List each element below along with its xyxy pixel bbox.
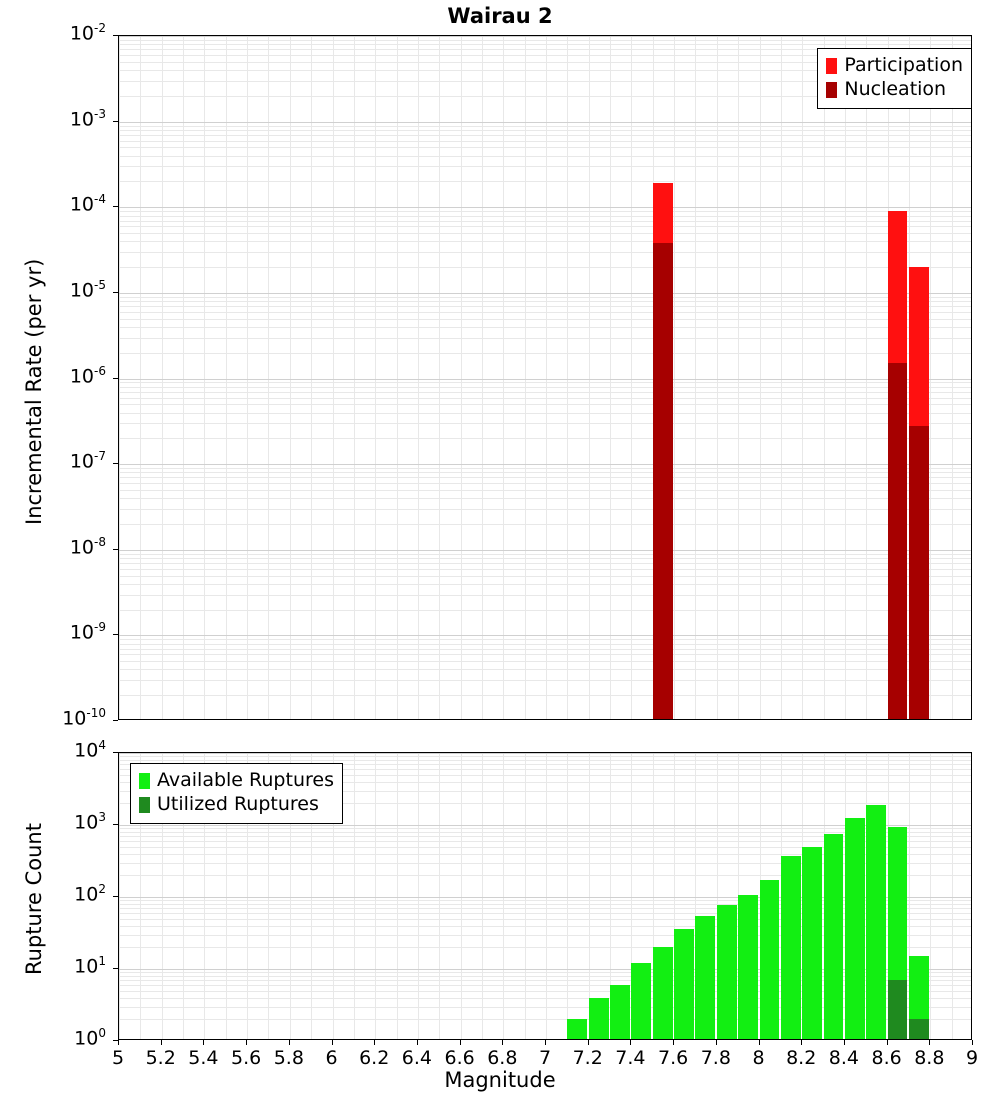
x-axis-tick-mark — [118, 1040, 119, 1045]
x-axis-tick-label: 7 — [538, 1047, 552, 1069]
bars-top — [119, 36, 971, 719]
bar — [866, 805, 886, 1040]
legend-bottom — [130, 763, 343, 824]
x-axis-tick-label: 8.8 — [914, 1047, 945, 1069]
y-axis-tick-mark — [113, 549, 118, 550]
x-axis-tick-label: 8.4 — [828, 1047, 859, 1069]
x-axis-tick-mark — [588, 1040, 589, 1045]
bar — [909, 1019, 929, 1040]
x-axis-tick-mark — [161, 1040, 162, 1045]
bar — [653, 243, 673, 720]
x-axis-tick-mark — [630, 1040, 631, 1045]
x-axis-tick-label: 5 — [111, 1047, 125, 1069]
y-axis-tick-mark — [113, 896, 118, 897]
x-axis-tick-mark — [246, 1040, 247, 1045]
bar — [760, 880, 780, 1040]
x-axis-tick-label: 5.4 — [188, 1047, 219, 1069]
x-axis-tick-mark — [801, 1040, 802, 1045]
y-axis-title-bottom: Rupture Count — [22, 823, 46, 975]
y-axis-tick-label: $10^{-10}$ — [62, 706, 106, 730]
x-axis-tick-mark — [545, 1040, 546, 1045]
bar — [888, 363, 908, 720]
y-axis-tick-label: $10^2$ — [74, 882, 106, 906]
participation-swatch-icon — [826, 58, 837, 74]
bar — [824, 834, 844, 1040]
x-axis-tick-mark — [759, 1040, 760, 1045]
x-axis-tick-label: 7.6 — [657, 1047, 689, 1069]
page-title: Wairau 2 — [447, 4, 553, 28]
y-axis-tick-label: $10^1$ — [74, 954, 106, 978]
bar — [589, 998, 609, 1040]
legend-label: Participation — [844, 54, 963, 76]
legend-item-participation — [826, 54, 963, 78]
bar — [695, 916, 715, 1040]
legend-item-available-ruptures — [139, 769, 334, 793]
bar — [567, 1019, 587, 1040]
legend-item-utilized-ruptures — [139, 793, 334, 817]
y-axis-tick-label: $10^{-8}$ — [69, 534, 106, 559]
y-axis-tick-mark — [113, 720, 118, 721]
x-axis-tick-mark — [887, 1040, 888, 1045]
y-axis-tick-label: $10^{-4}$ — [69, 192, 106, 216]
x-axis-tick-label: 8 — [752, 1047, 765, 1069]
x-axis-tick-label: 6.4 — [401, 1047, 432, 1069]
y-axis-tick-label: $10^{-3}$ — [69, 106, 106, 130]
y-axis-tick-mark — [113, 968, 118, 969]
available-swatch-icon — [139, 773, 150, 789]
y-axis-tick-label: $10^0$ — [74, 1026, 106, 1050]
legend-top — [817, 48, 972, 109]
y-axis-tick-label: $10^{-7}$ — [69, 449, 106, 473]
y-axis-tick-mark — [113, 206, 118, 207]
x-axis-tick-mark — [374, 1040, 375, 1045]
x-axis-tick-mark — [502, 1040, 503, 1045]
nucleation-swatch-icon — [826, 82, 837, 98]
bar — [888, 980, 908, 1040]
legend-label: Utilized Ruptures — [157, 792, 319, 815]
x-axis-tick-mark — [844, 1040, 845, 1045]
x-axis-tick-label: 5.2 — [145, 1047, 176, 1069]
x-axis-tick-mark — [929, 1040, 930, 1045]
incremental-rate-plot — [118, 35, 972, 720]
y-axis-title-top: Incremental Rate (per yr) — [22, 258, 46, 525]
x-axis-tick-label: 7.4 — [615, 1047, 646, 1069]
x-axis-tick-label: 7.8 — [700, 1047, 731, 1069]
x-axis-tick-label: 6 — [325, 1047, 338, 1069]
x-axis-tick-label: 5.6 — [230, 1047, 262, 1069]
y-axis-tick-label: $10^{-6}$ — [69, 363, 106, 387]
bar — [909, 426, 929, 720]
x-axis-tick-mark — [332, 1040, 333, 1045]
x-axis-tick-label: 5.8 — [273, 1047, 304, 1069]
x-axis-tick-mark — [203, 1040, 204, 1045]
bar — [781, 856, 801, 1040]
x-axis-title: Magnitude — [444, 1068, 556, 1092]
bar — [738, 895, 758, 1040]
y-axis-tick-mark — [113, 292, 118, 293]
x-axis-tick-label: 7.2 — [572, 1047, 603, 1069]
x-axis-tick-mark — [673, 1040, 674, 1045]
y-axis-tick-label: $10^{-5}$ — [69, 277, 106, 302]
y-axis-tick-label: $10^{-9}$ — [69, 620, 106, 644]
x-axis-tick-mark — [716, 1040, 717, 1045]
y-axis-tick-mark — [113, 634, 118, 635]
bar — [610, 985, 630, 1040]
bar — [653, 947, 673, 1040]
bar — [717, 905, 737, 1040]
x-axis-tick-mark — [289, 1040, 290, 1045]
x-axis-tick-label: 8.6 — [871, 1047, 902, 1069]
y-axis-tick-mark — [113, 752, 118, 753]
utilized-swatch-icon — [139, 797, 150, 813]
legend-item-nucleation — [826, 78, 963, 102]
y-axis-tick-mark — [113, 824, 118, 825]
y-axis-tick-mark — [113, 463, 118, 464]
bar — [631, 963, 651, 1040]
x-axis-tick-label: 8.2 — [786, 1047, 817, 1069]
x-axis-tick-label: 9 — [965, 1047, 979, 1069]
x-axis-tick-mark — [460, 1040, 461, 1045]
y-axis-tick-mark — [113, 121, 118, 122]
x-axis-tick-label: 6.2 — [359, 1047, 390, 1069]
legend-label: Nucleation — [844, 77, 947, 100]
bar — [802, 847, 822, 1040]
y-axis-tick-label: $10^4$ — [74, 738, 106, 762]
x-axis-tick-label: 6.6 — [444, 1047, 475, 1069]
legend-label: Available Ruptures — [157, 769, 334, 791]
y-axis-tick-label: $10^3$ — [74, 810, 106, 834]
bar — [845, 818, 865, 1040]
x-axis-tick-label: 6.8 — [487, 1047, 518, 1069]
x-axis-tick-mark — [417, 1040, 418, 1045]
x-axis-tick-mark — [972, 1040, 973, 1045]
y-axis-tick-mark — [113, 35, 118, 36]
y-axis-tick-label: $10^{-2}$ — [69, 21, 106, 45]
bar — [674, 929, 694, 1040]
y-axis-tick-mark — [113, 378, 118, 379]
